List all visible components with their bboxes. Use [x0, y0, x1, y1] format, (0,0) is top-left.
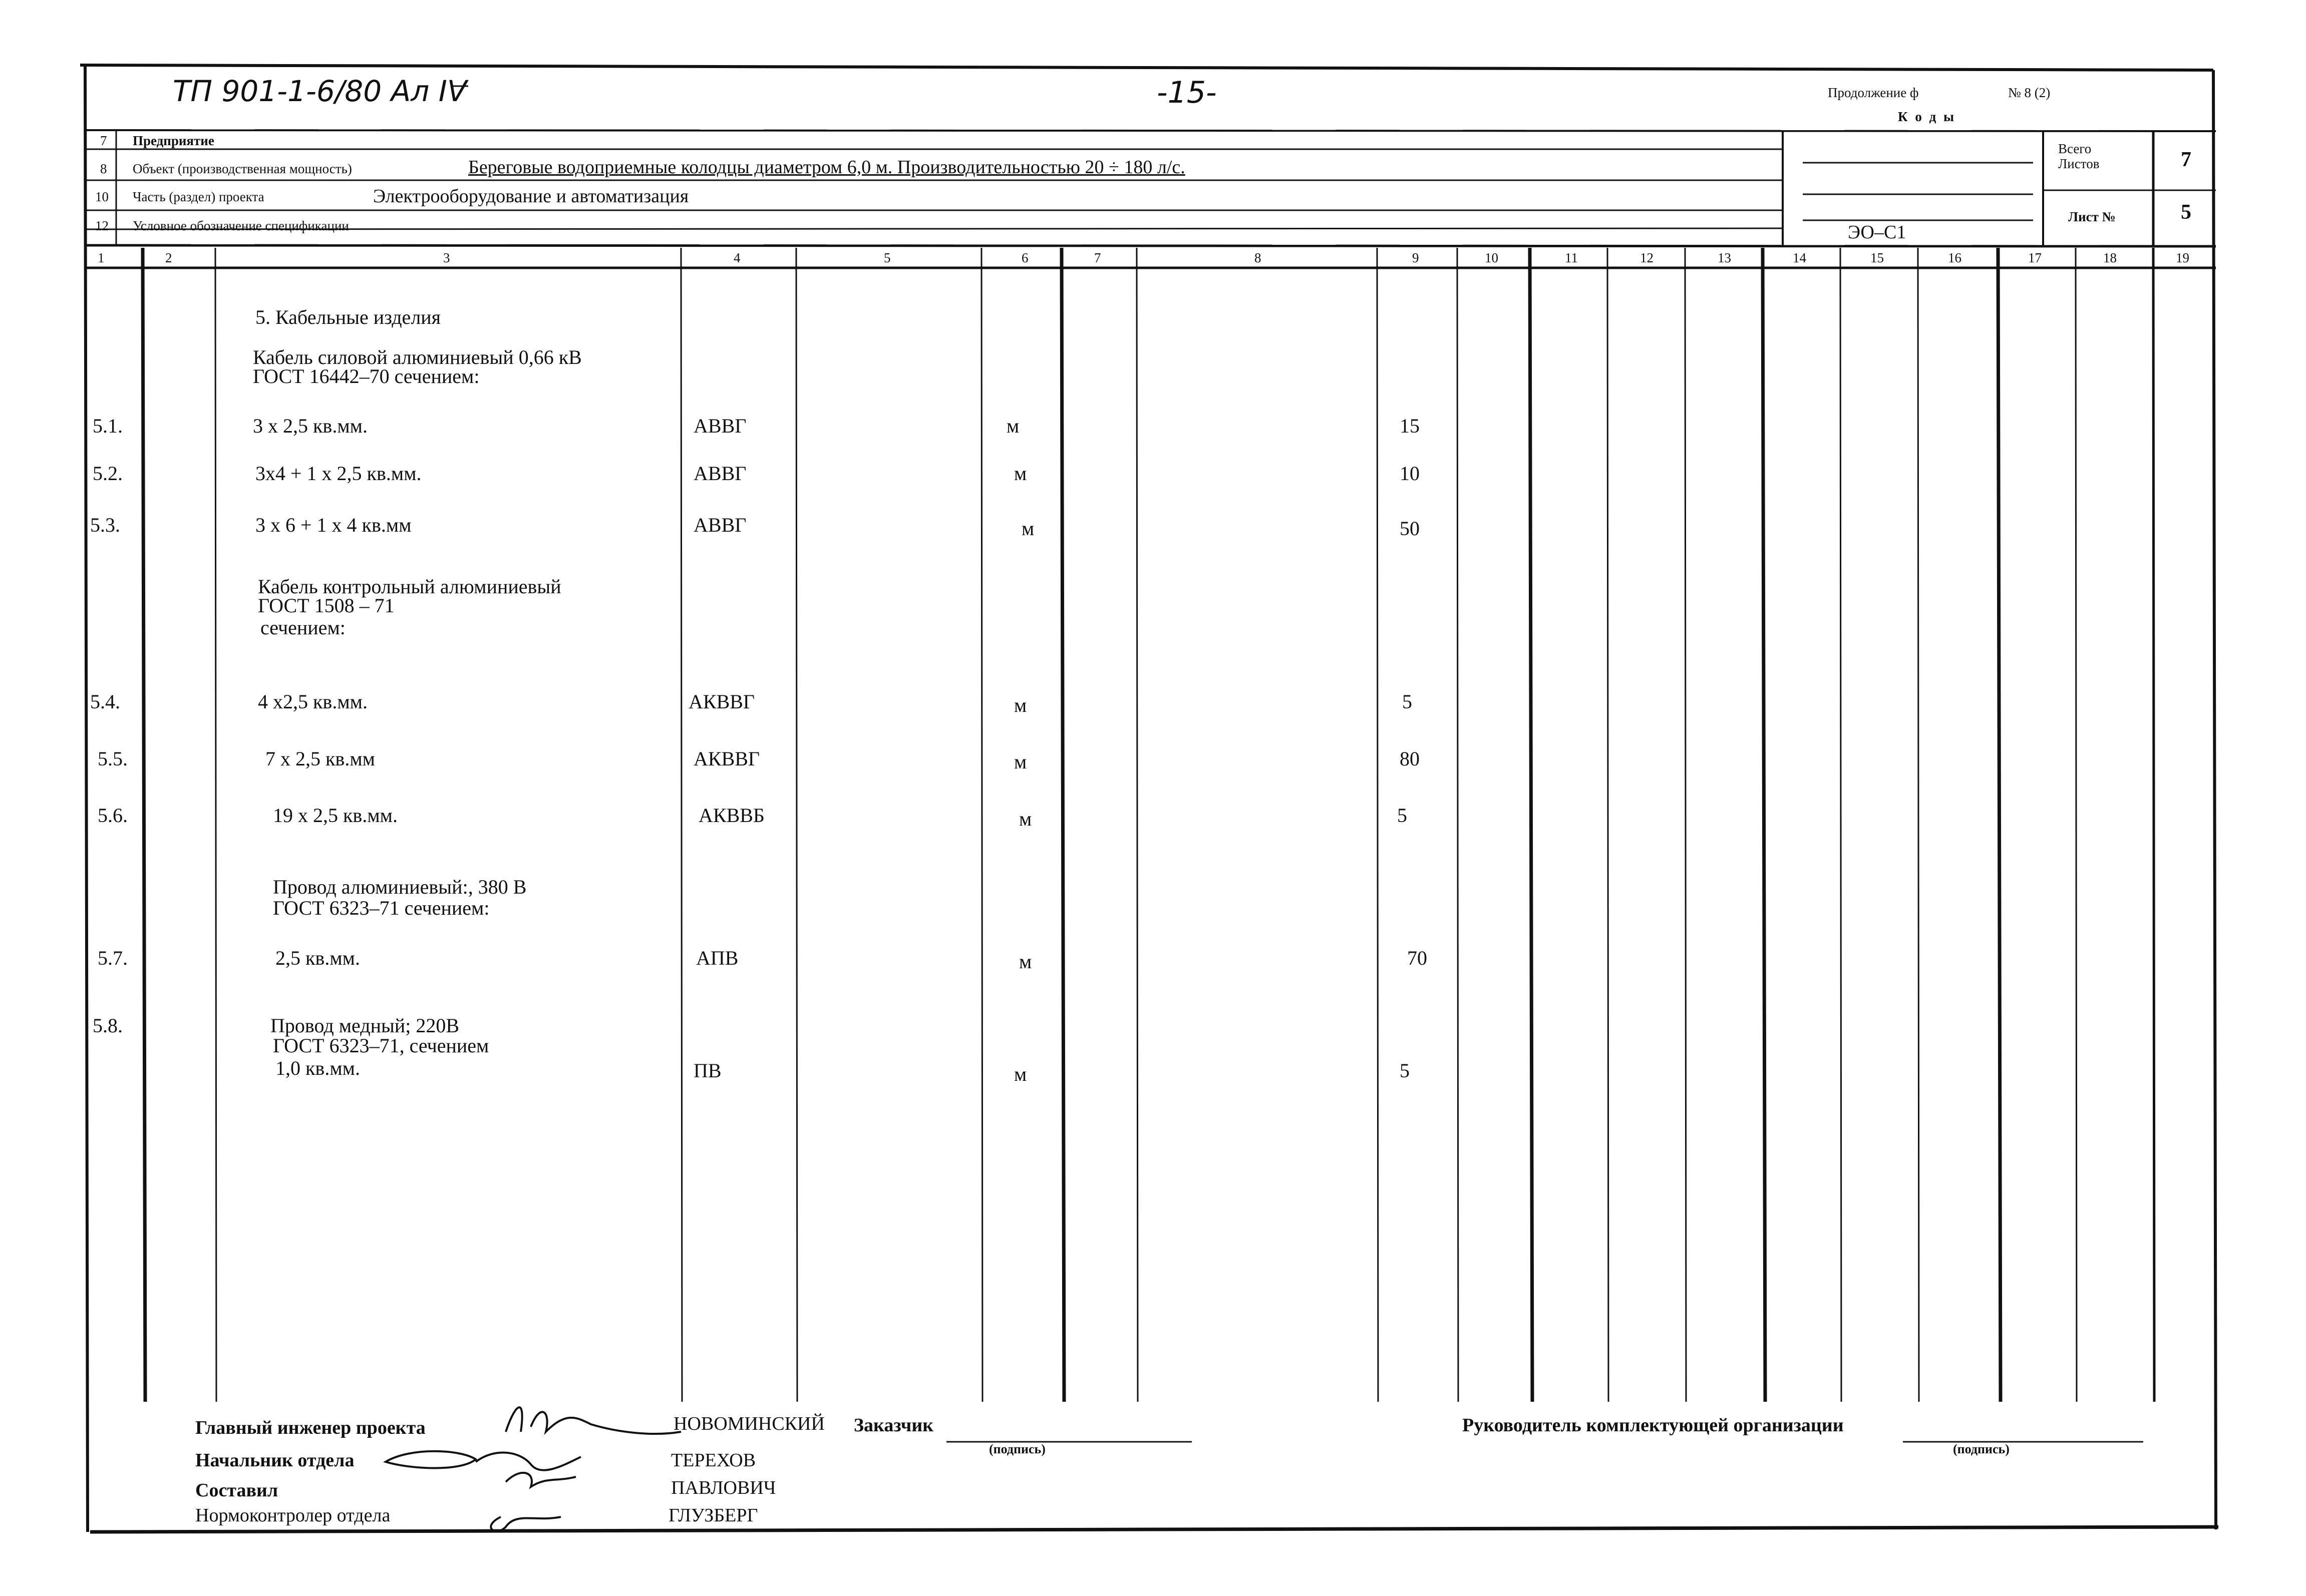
compiled-by-label: Составил — [195, 1480, 278, 1501]
row-unit: м — [1019, 950, 1032, 973]
row-unit: м — [1014, 1063, 1027, 1085]
department-head-label: Начальник отдела — [195, 1450, 355, 1471]
group-title-line: ГОСТ 6323–71 сечением: — [273, 897, 490, 919]
row-position: 5.3. — [90, 514, 120, 536]
column-number: 19 — [2176, 250, 2189, 265]
row-name: 1,0 кв.мм. — [275, 1057, 360, 1079]
row-position: 5.4. — [90, 690, 120, 713]
group-title-line: Кабель контрольный алюминиевый — [258, 575, 561, 598]
row-quantity: 5 — [1400, 1059, 1410, 1082]
row-name: 3 х 6 + 1 х 4 кв.мм — [255, 514, 412, 536]
compiled-by-name: ПАВЛОВИЧ — [671, 1477, 776, 1498]
spec-code: ЭО–С1 — [1848, 222, 1906, 243]
continuation-label: Продолжение ф — [1828, 85, 1919, 100]
row-position: 5.6. — [98, 804, 128, 827]
chief-engineer-label: Главный инженер проекта — [195, 1417, 426, 1438]
row-name: 3х4 + 1 х 2,5 кв.мм. — [255, 462, 422, 485]
codes-label: К о д ы — [1898, 109, 1956, 124]
row-position: 5.7. — [98, 947, 128, 969]
row-unit: м — [1022, 517, 1035, 540]
sheet-label: Лист № — [2068, 209, 2116, 224]
row-brand: ПВ — [694, 1059, 722, 1082]
column-number: 11 — [1565, 250, 1578, 265]
group-title-line: Провод алюминиевый:, 380 В — [273, 876, 527, 898]
row-name: 4 х2,5 кв.мм. — [258, 690, 368, 713]
group-title-line: ГОСТ 1508 – 71 — [258, 594, 395, 617]
section-title: 5. Кабельные изделия — [255, 306, 441, 328]
column-number: 4 — [734, 250, 741, 265]
column-number: 6 — [1022, 250, 1029, 265]
row-brand: АВВГ — [694, 462, 747, 485]
column-number: 16 — [1948, 250, 1961, 265]
row-quantity: 5 — [1402, 690, 1412, 713]
group-title-line: Кабель силовой алюминиевый 0,66 кВ — [253, 346, 582, 368]
group-title-line: ГОСТ 16442–70 сечением: — [253, 365, 480, 387]
row-brand: АКВВГ — [694, 747, 760, 770]
row-quantity: 15 — [1400, 415, 1420, 437]
row-quantity: 5 — [1397, 804, 1407, 827]
group-title-line: сечением: — [260, 616, 346, 639]
column-number: 13 — [1718, 250, 1731, 265]
row-position: 5.5. — [98, 747, 128, 770]
column-number: 9 — [1412, 250, 1419, 265]
group-title-line: Провод медный; 220В — [270, 1014, 460, 1037]
total-sheets-label: Всего Листов — [2058, 141, 2100, 171]
row-unit: м — [1014, 750, 1027, 773]
sheet-value: 5 — [2181, 201, 2191, 224]
column-number: 15 — [1870, 250, 1884, 265]
row-brand: АКВВБ — [699, 804, 765, 827]
row-quantity: 80 — [1400, 747, 1420, 770]
signature-caption-2: (подпись) — [1953, 1442, 2010, 1456]
column-number: 17 — [2028, 250, 2042, 265]
row-position: 5.2. — [93, 462, 123, 485]
signature-caption: (подпись) — [989, 1442, 1046, 1456]
info-row-label: Условное обозначение спецификации — [133, 218, 349, 233]
info-row-label: Объект (производственная мощность) — [133, 161, 352, 176]
column-number: 1 — [98, 250, 105, 265]
row-unit: м — [1014, 694, 1027, 716]
info-row-num: 8 — [100, 161, 107, 176]
column-number: 5 — [884, 250, 891, 265]
row-quantity: 70 — [1407, 947, 1427, 969]
column-number: 3 — [443, 250, 450, 265]
row-quantity: 10 — [1400, 462, 1420, 485]
column-number: 10 — [1485, 250, 1498, 265]
info-row-num: 12 — [95, 218, 109, 233]
chief-engineer-name: НОВОМИНСКИЙ — [674, 1413, 825, 1434]
info-row-num: 10 — [95, 189, 109, 204]
row-unit: м — [1007, 415, 1020, 437]
info-row-label: Предприятие — [133, 133, 214, 148]
row-unit: м — [1014, 462, 1027, 485]
column-number: 8 — [1254, 250, 1261, 265]
document-code: ТП 901-1-6/80 Ал IV — [173, 74, 467, 108]
project-part-value: Электрооборудование и автоматизация — [373, 186, 689, 207]
column-number: 7 — [1094, 250, 1101, 265]
column-number: 14 — [1793, 250, 1806, 265]
row-brand: АВВГ — [694, 514, 747, 536]
row-brand: АПВ — [696, 947, 739, 969]
row-name: 19 х 2,5 кв.мм. — [273, 804, 398, 827]
customer-label: Заказчик — [854, 1415, 934, 1436]
object-value: Береговые водоприемные колодцы диаметром 6,0 м. Производительностью 20 ÷ 180 л/с. — [468, 157, 1185, 178]
norm-control-label: Нормоконтролер отдела — [195, 1505, 391, 1526]
form-number: № 8 (2) — [2008, 85, 2051, 100]
column-number: 18 — [2103, 250, 2117, 265]
info-row-label: Часть (раздел) проекта — [133, 189, 264, 204]
norm-control-name: ГЛУЗБЕРГ — [669, 1505, 758, 1526]
row-name: 7 х 2,5 кв.мм — [265, 747, 375, 770]
supplier-head-label: Руководитель комплектующей организации — [1462, 1415, 1844, 1436]
row-quantity: 50 — [1400, 517, 1420, 540]
column-number: 12 — [1640, 250, 1654, 265]
department-head-name: ТЕРЕХОВ — [671, 1450, 756, 1471]
column-number: 2 — [165, 250, 172, 265]
row-brand: АВВГ — [694, 415, 747, 437]
row-position: 5.8. — [93, 1014, 123, 1037]
row-name: 2,5 кв.мм. — [275, 947, 360, 969]
page-number: -15- — [1157, 75, 1217, 110]
info-row-num: 7 — [100, 133, 107, 148]
row-position: 5.1. — [93, 415, 123, 437]
group-title-line: ГОСТ 6323–71, сечением — [273, 1034, 489, 1057]
row-brand: АКВВГ — [689, 690, 755, 713]
row-name: 3 х 2,5 кв.мм. — [253, 415, 368, 437]
row-unit: м — [1019, 808, 1032, 830]
total-sheets-value: 7 — [2181, 148, 2191, 171]
